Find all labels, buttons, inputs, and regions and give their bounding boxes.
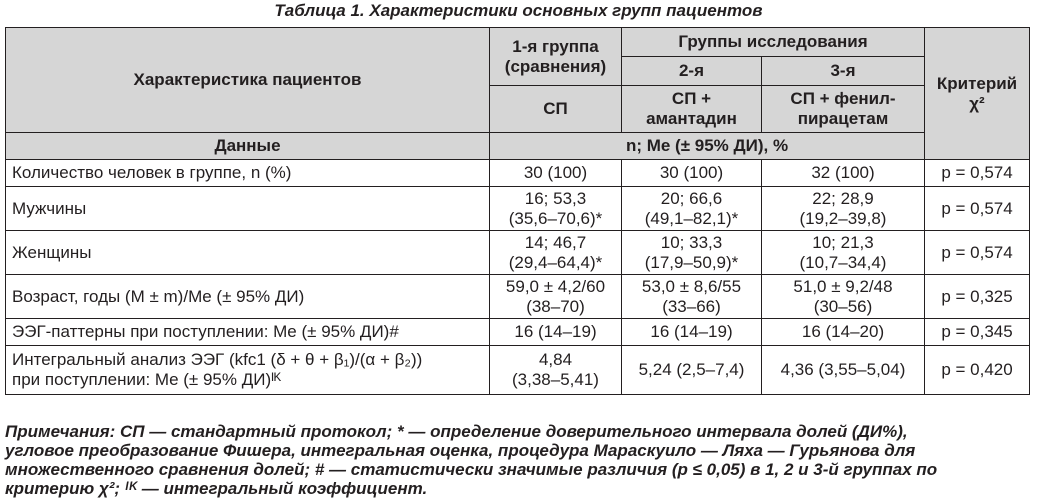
cell-criterion: p = 0,574 [925,231,1030,275]
cell-group2-line: 30 (100) [659,163,724,182]
cell-group1 [490,319,622,346]
row-label [6,319,490,346]
cell-group3 [762,275,925,319]
note-line: множественного сравнения долей; # — статистически значимые различия (p ≤ 0,05) в 1, 2 и 3-й группах по [5,460,938,479]
cell-group2-line: (33–66) [662,296,721,316]
note-line: угловое преобразование Фишера, интегральная оценка, процедура Мараскуило — Ляха — Гурьянова для [5,441,916,460]
row-label-line: ЭЭГ-паттерны при поступлении: Me (± 95% ДИ)# [12,322,399,341]
header-sp-amantadine: СП + амантадин [622,86,762,133]
row-label-line: при поступлении: Me (± 95% ДИ)ᴵᴷ [12,370,282,389]
cell-group3-line: 32 (100) [811,163,875,182]
cell-group3-line: 51,0 ± 9,2/48 [793,276,893,296]
table-row [6,275,1030,319]
header-sp-fenilpiracetam: СП + фенил- пирацетам [762,86,925,133]
cell-group3 [762,319,925,346]
row-label [6,231,490,275]
cell-group2-line: 16 (14–19) [650,322,733,341]
cell-group2-line: (49,1–82,1)* [644,208,739,228]
table-body [6,160,1030,395]
cell-group2 [622,319,762,346]
cell-criterion: p = 0,325 [925,275,1030,319]
cell-group2 [622,275,762,319]
cell-group2-line: 20; 66,6 [660,188,723,208]
cell-group1 [490,231,622,275]
table-row [6,231,1030,275]
cell-group2 [622,160,762,187]
cell-group2-line: (17,9–50,9)* [644,252,739,272]
header-group3: 3-я [762,57,925,86]
cell-group2-line: 53,0 ± 8,6/55 [641,276,742,296]
table-notes [5,422,1031,498]
cell-group1-line: 16 (14–19) [514,322,597,341]
cell-group1 [490,160,622,187]
cell-group2-line: 10; 33,3 [660,232,723,252]
header-data-units: n; Me (± 95% ДИ), % [490,133,925,160]
cell-group3 [762,187,925,231]
cell-group1-line: (29,4–64,4)* [508,252,603,272]
header-group1: 1-я группа (сравнения) [490,28,622,86]
cell-group3-line: (10,7–34,4) [799,252,887,272]
row-label-line: Количество человек в группе, n (%) [12,163,292,182]
cell-group1-line: 14; 46,7 [524,232,587,252]
cell-group3 [762,346,925,395]
table-row [6,319,1030,346]
cell-criterion: p = 0,420 [925,346,1030,395]
row-label [6,160,490,187]
row-label-line: Мужчины [12,198,87,218]
cell-group3-line: 22; 28,9 [812,188,874,208]
cell-group1-line: 30 (100) [523,163,588,182]
note-line: критерию χ²; ᴵᴷ — интегральный коэффициент. [5,479,428,498]
cell-group1-line: 4,84 [538,350,573,369]
table-row [6,346,1030,395]
cell-group1 [490,187,622,231]
patient-characteristics-table [5,27,1030,395]
row-label [6,187,490,231]
row-label [6,275,490,319]
cell-criterion: p = 0,574 [925,187,1030,231]
cell-group3-line: 16 (14–20) [801,322,885,341]
header-characteristic: Характеристика пациентов [6,28,490,133]
table-row [6,187,1030,231]
cell-group1 [490,346,622,395]
cell-group3 [762,231,925,275]
cell-criterion: p = 0,574 [925,160,1030,187]
header-criterion: Критерий χ² [925,28,1030,160]
header-sp: СП [490,86,622,133]
cell-group1-line: (38–70) [526,296,585,316]
cell-group2 [622,231,762,275]
cell-group2 [622,187,762,231]
cell-criterion: p = 0,345 [925,319,1030,346]
cell-group1-line: (3,38–5,41) [512,370,599,389]
row-label-line: Возраст, годы (M ± m)/Me (± 95% ДИ) [12,286,305,306]
cell-group3 [762,160,925,187]
table-caption: Таблица 1. Характеристики основных групп пациентов [274,1,763,20]
row-label-line: Интегральный анализ ЭЭГ (kfc1 (δ + θ + β₁)/(α + β₂)) [12,350,423,369]
cell-group1-line: 59,0 ± 4,2/60 [505,276,606,296]
cell-group1 [490,275,622,319]
cell-group3-line: (19,2–39,8) [799,208,887,228]
header-group2: 2-я [622,57,762,86]
row-label [6,346,490,395]
cell-group1-line: 16; 53,3 [524,188,587,208]
cell-group3-line: 10; 21,3 [812,232,874,252]
header-data-label: Данные [6,133,490,160]
cell-group3-line: 4,36 (3,55–5,04) [780,360,906,379]
row-label-line: Женщины [12,242,92,262]
table-row [6,160,1030,187]
note-line: Примечания: СП — стандартный протокол; * — определение доверительного интервала долей (ДИ%), [5,422,908,441]
cell-group2-line: 5,24 (2,5–7,4) [638,360,745,379]
cell-group2 [622,346,762,395]
header-study-groups: Группы исследования [622,28,925,57]
cell-group1-line: (35,6–70,6)* [508,208,603,228]
cell-group3-line: (30–56) [813,296,873,316]
